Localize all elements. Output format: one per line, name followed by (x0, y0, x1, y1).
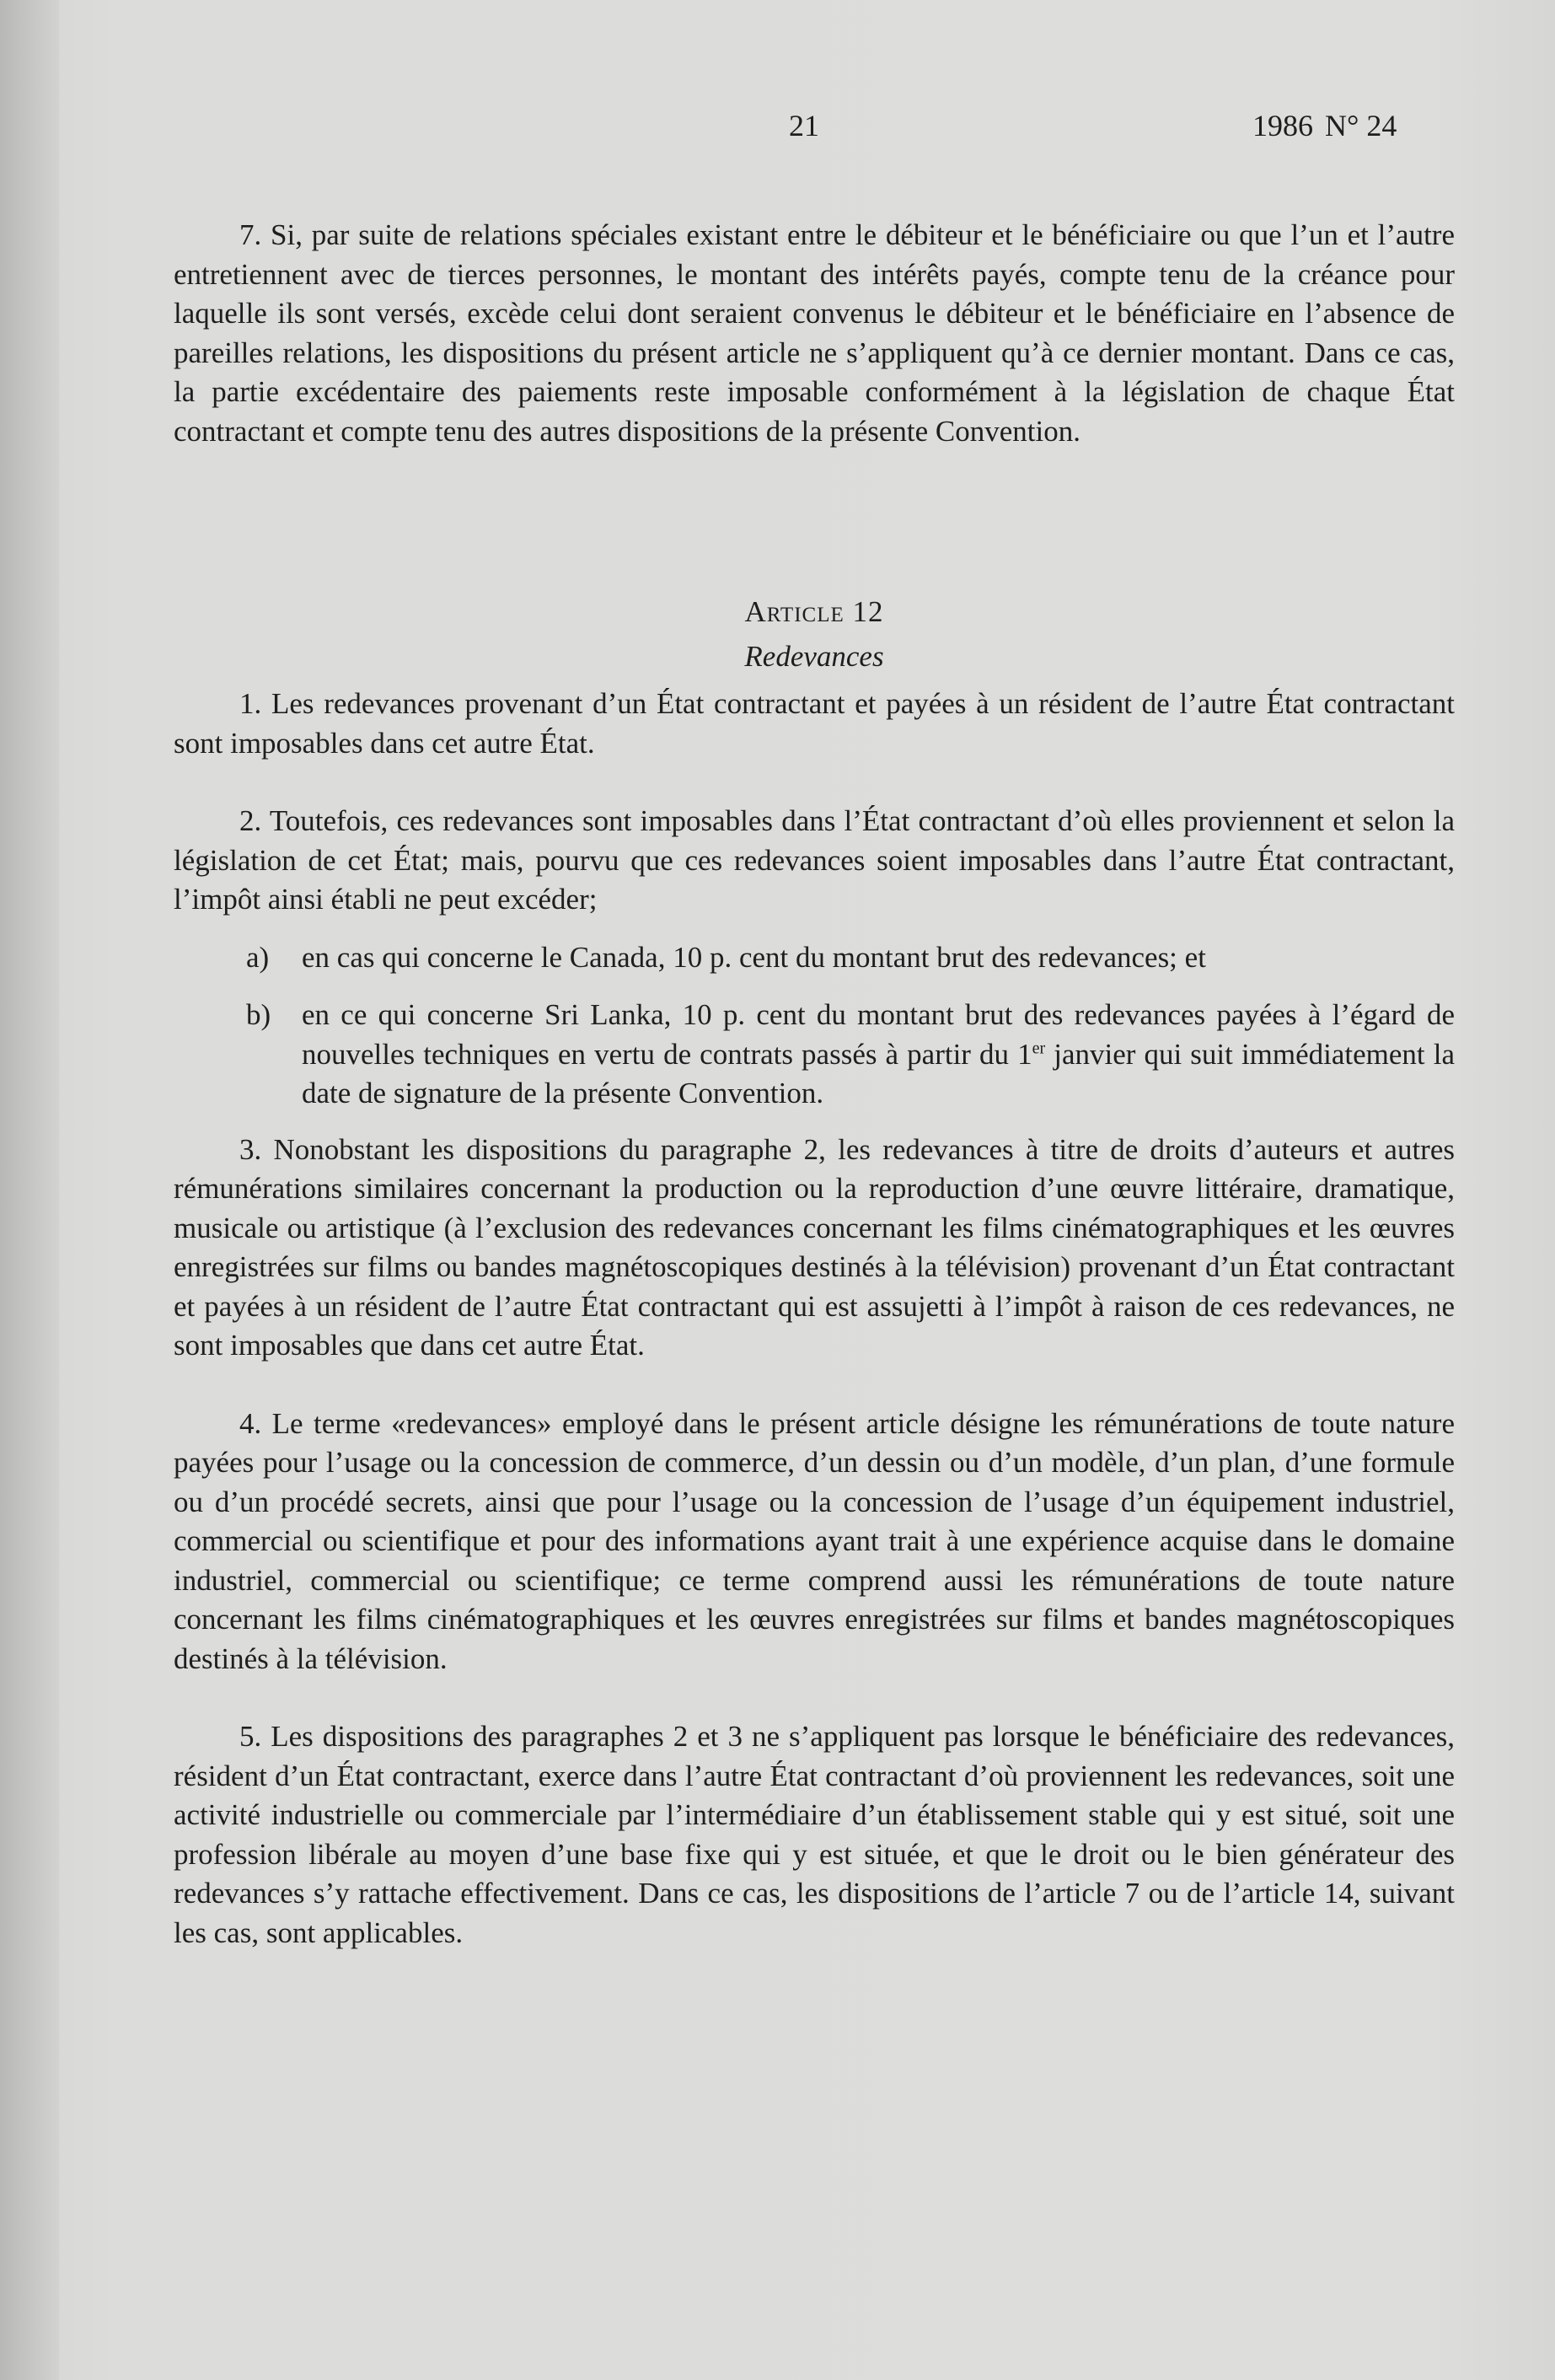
document-reference (1252, 108, 1397, 143)
list-item-a (174, 938, 1455, 978)
list-item-b-text-2: janvier qui suit immédiatement la date de signature de la présente Convention. (302, 1037, 1455, 1109)
list-item-b-superscript: er (1032, 1038, 1046, 1057)
article-paragraph-1: 1. Les redevances provenant d’un État contractant et payées à un résident de l’autre État contractant sont imposables dans cet autre État. (174, 687, 1455, 760)
list-item-b-text-1: en ce qui concerne Sri Lanka, 10 p. cent du montant brut des redevances payées à l’égard de nouvelles techniques en vertu de contrats passés à partir du 1 (302, 998, 1455, 1071)
list-item-a-text: en cas qui concerne le Canada, 10 p. cent du montant brut des redevances; et (302, 940, 1206, 974)
article-paragraph-4: 4. Le terme «redevances» employé dans le présent article désigne les rémunérations de toute nature payées pour l’usage ou la concession de commerce, d’un dessin ou d’un modèle, d’un plan, d’une formule ou d’un procédé secrets, ainsi que pour l’usage ou la concession de l’usage d’un équipement industriel, commercial ou scientifique et pour des informations ayant trait à une expérience acquise dans le domaine industriel, commercial ou scientifique; ce terme comprend aussi les rémunérations de toute nature concernant les films cinématographiques et les œuvres enregistrées sur films et bandes magnétoscopiques destinés à la télévision. (174, 1406, 1455, 1675)
page-binding-shadow (0, 0, 59, 2380)
list-item-a-label: a) (246, 940, 270, 974)
page-header (0, 108, 1555, 158)
list-item-b-label: b) (246, 998, 271, 1031)
page-number: 21 (789, 109, 819, 142)
page-body (174, 216, 1455, 1953)
article-paragraph-5: 5. Les dispositions des paragraphes 2 et 3 ne s’appliquent pas lorsque le bénéficiaire des redevances, résident d’un État contractant, exerce dans l’autre État contractant d’où proviennent les redevances, soit une activité industrielle ou commerciale par l’intermédiaire d’un établissement stable qui y est situé, soit une profession libérale au moyen d’une base fixe qui y est située, et que le droit ou le bien générateur des redevances s’y rattache effectivement. Dans ce cas, les dispositions de l’article 7 ou de l’article 14, suivant les cas, sont applicables. (174, 1720, 1455, 1949)
document-number: N° 24 (1325, 109, 1397, 142)
article-paragraph-3: 3. Nonobstant les dispositions du paragraphe 2, les redevances à titre de droits d’auteurs et autres rémunérations similaires concernant la production ou la reproduction d’une œuvre littéraire, dramatique, musicale ou artistique (à l’exclusion des redevances concernant les films cinématographiques et les œuvres enregistrées sur films ou bandes magnétoscopiques destinés à la télévision) provenant d’un État contractant et payées à un résident de l’autre État contractant qui est assujetti à l’impôt à raison de ces redevances, ne sont imposables que dans cet autre État. (174, 1132, 1455, 1362)
list-item-b (174, 996, 1455, 1114)
paragraph-7: 7. Si, par suite de relations spéciales existant entre le débiteur et le bénéficiaire ou que l’un et l’autre entretiennent avec de tierces personnes, le montant des intérêts payés, compte tenu de la créance pour laquelle ils sont versés, excède celui dont seraient convenus le débiteur et le bénéficiaire en l’absence de pareilles relations, les dispositions du présent article ne s’appliquent qu’à ce dernier montant. Dans ce cas, la partie excédentaire des paiements reste imposable conformément à la législation de chaque État contractant et compte tenu des autres dispositions de la présente Convention. (174, 218, 1455, 448)
article-subtitle: Redevances (744, 639, 884, 673)
document-year: 1986 (1252, 109, 1313, 142)
article-paragraph-2: 2. Toutefois, ces redevances sont imposables dans l’État contractant d’où elles proviennent et selon la législation de cet État; mais, pourvu que ces redevances soient imposables dans l’autre État contractant, l’impôt ainsi établi ne peut excéder; (174, 804, 1455, 916)
article-title: Article 12 (744, 595, 884, 628)
